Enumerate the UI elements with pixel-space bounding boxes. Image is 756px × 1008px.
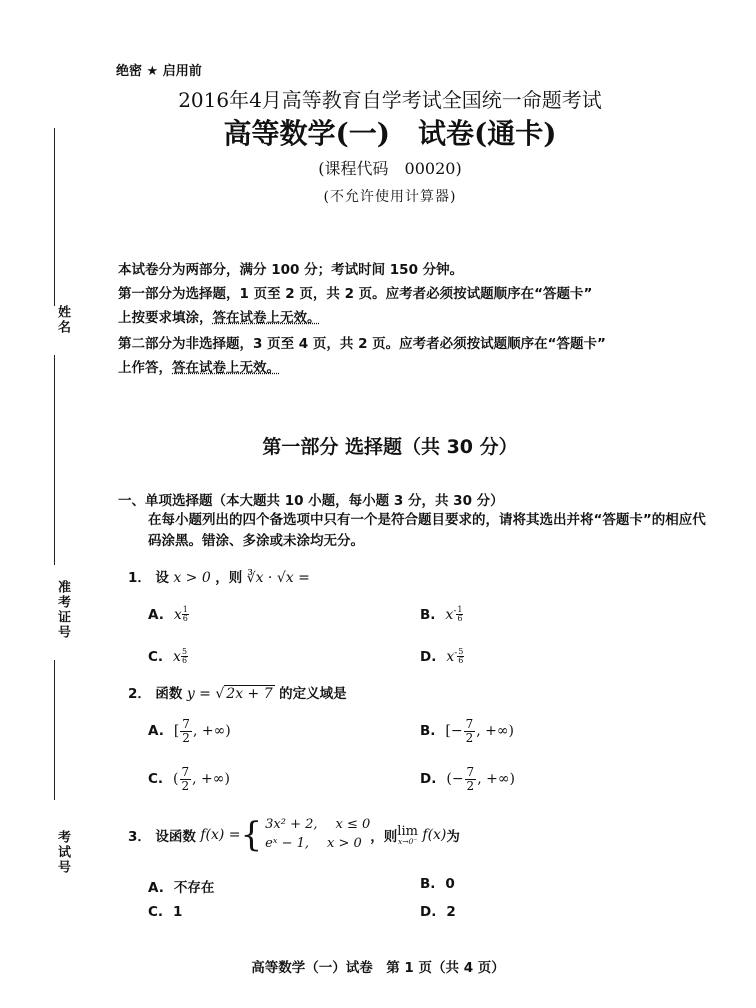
limit-word: lim — [397, 823, 418, 839]
page-footer: 高等数学（一）试卷 第 1 页（共 4 页） — [251, 960, 505, 976]
no-calculator-note: (不允许使用计算器) — [323, 189, 457, 205]
option-label: C. — [148, 904, 164, 920]
question-3-limit-fx: f(x) — [422, 826, 447, 843]
option-base: x — [173, 649, 181, 665]
piecewise-definition — [241, 816, 371, 854]
course-code: (课程代码 00020) — [318, 159, 462, 178]
frac-numerator: 7 — [181, 765, 190, 779]
interval-open: ( — [446, 771, 452, 788]
frac-denominator: 2 — [181, 778, 190, 793]
option-text: 不存在 — [173, 880, 215, 896]
question-2-lhs: y = — [186, 686, 211, 702]
option-text: 1 — [173, 904, 183, 920]
interval-sign: − — [451, 771, 464, 788]
exp-denominator: 6 — [182, 614, 188, 623]
section-heading: 一、单项选择题（本大题共 10 小题，每小题 3 分，共 30 分） — [118, 493, 504, 509]
option-exponent — [182, 606, 189, 623]
option-label: B. — [420, 607, 436, 623]
exam-id-label: 考试号 — [55, 830, 70, 875]
question-3-option-d — [420, 904, 456, 920]
interval-rest: , +∞) — [476, 723, 515, 740]
interval-rest: , +∞) — [192, 771, 230, 788]
question-2-option-c — [148, 766, 230, 792]
question-1-stem — [128, 566, 310, 586]
instruction-line-5 — [118, 360, 718, 378]
interval-fraction — [465, 766, 477, 792]
question-1-option-d — [420, 648, 464, 665]
interval-fraction — [464, 718, 476, 744]
question-3-mid: ，则 — [370, 828, 398, 845]
question-3-number: 3． — [128, 828, 151, 845]
option-text: 2 — [446, 904, 456, 920]
instruction-line-1: 本试卷分为两部分，满分 100 分；考试时间 150 分钟。 — [118, 262, 464, 278]
option-label: C. — [148, 771, 164, 788]
interval-rest: , +∞) — [192, 723, 231, 740]
subject-title: 高等数学(一) 试卷(通卡) — [223, 117, 557, 150]
question-3-option-b — [420, 876, 455, 892]
limit-subscript: x→0⁻ — [397, 836, 418, 846]
instruction-line-3b: 答在试卷上无效。 — [212, 310, 321, 326]
margin-line-mid2 — [54, 660, 55, 800]
question-1-option-b — [420, 606, 463, 623]
interval-open: [ — [173, 723, 180, 740]
interval-open: [ — [445, 723, 451, 740]
instruction-line-3a: 上按要求填涂， — [118, 310, 213, 326]
option-exponent — [457, 648, 464, 665]
instruction-line-4: 第二部分为非选择题，3 页至 4 页，共 2 页。应考者必须按试题顺序在“答题卡” — [118, 336, 606, 352]
question-1-number: 1． — [128, 570, 151, 586]
question-1-mid: ，则 — [215, 570, 243, 586]
piecewise-cases — [265, 816, 370, 854]
frac-numerator: 7 — [465, 717, 474, 731]
question-3-suffix: 为 — [446, 828, 460, 845]
question-3-fx: f(x) = — [200, 826, 241, 843]
exam-title: 2016年4月高等教育自学考试全国统一命题考试 — [178, 88, 602, 112]
frac-denominator: 2 — [465, 730, 474, 745]
option-label: D. — [420, 649, 437, 665]
question-3-option-a — [148, 876, 214, 896]
exp-sign: - — [454, 648, 458, 659]
section-description: 在每小题列出的四个备选项中只有一个是符合题目要求的，请将其选出并将“答题卡”的相应代码涂黑。错涂、多涂或未涂均无分。 — [148, 512, 706, 549]
option-label: D. — [420, 904, 437, 920]
case1-expr: 3x² + 2, — [265, 817, 318, 832]
option-base: x — [173, 607, 182, 623]
exp-denominator: 6 — [181, 656, 188, 665]
case2-cond: x > 0 — [327, 835, 362, 851]
question-2-number: 2． — [128, 686, 151, 702]
option-base: x — [446, 649, 455, 665]
question-3-stem — [128, 816, 460, 854]
question-1-expression: ∛x · √x = — [246, 570, 310, 586]
exp-numerator: 5 — [181, 647, 188, 656]
option-label: C. — [148, 649, 164, 665]
question-3-prefix: 设函数 — [155, 828, 196, 845]
instruction-line-2: 第一部分为选择题，1 页至 2 页，共 2 页。应考者必须按试题顺序在“答题卡” — [118, 286, 593, 302]
interval-open: ( — [173, 771, 179, 788]
interval-fraction — [180, 718, 192, 744]
exp-numerator: 1 — [457, 605, 463, 614]
question-2-option-b — [420, 718, 514, 744]
option-base: x — [445, 607, 454, 623]
option-text: 0 — [445, 876, 455, 892]
margin-line-top — [54, 128, 55, 306]
option-label: D. — [420, 771, 437, 788]
option-exponent — [181, 648, 188, 665]
question-3-option-c — [148, 904, 182, 920]
case2-expr: eˣ − 1, — [265, 835, 310, 851]
option-exponent — [456, 606, 463, 623]
question-2-prefix: 函数 — [155, 686, 183, 702]
question-2-radicand: 2x + 7 — [226, 686, 273, 702]
left-brace: { — [240, 814, 263, 855]
interval-rest: , +∞) — [477, 771, 515, 788]
case1-cond: x ≤ 0 — [335, 817, 371, 832]
question-2-option-a — [148, 718, 231, 744]
question-1-prefix: 设 — [155, 570, 169, 586]
frac-denominator: 2 — [466, 778, 475, 793]
frac-numerator: 7 — [182, 717, 190, 731]
margin-line-mid — [54, 355, 55, 565]
interval-sign: − — [450, 723, 463, 740]
part1-title: 第一部分 选择题（共 30 分） — [262, 436, 518, 458]
instruction-line-3 — [118, 310, 718, 328]
instruction-line-5a: 上作答， — [118, 360, 172, 376]
frac-denominator: 2 — [182, 730, 190, 745]
option-label: A. — [148, 723, 164, 740]
exp-sign: - — [453, 606, 457, 617]
question-2-suffix: 的定义域是 — [279, 686, 347, 702]
question-2-option-d — [420, 766, 515, 792]
question-2-stem: 2． 函数 y = √ 2x + 7 的定义域是 — [128, 686, 347, 702]
option-label: A. — [148, 880, 164, 896]
option-label: A. — [148, 607, 164, 623]
option-label: B. — [420, 876, 436, 892]
frac-numerator: 7 — [466, 765, 475, 779]
instruction-line-5b: 答在试卷上无效。 — [172, 360, 280, 376]
question-1-condition: x > 0 — [173, 570, 211, 586]
top-secret-note: 绝密 ★ 启用前 — [116, 64, 202, 79]
name-label: 姓名 — [55, 305, 70, 335]
exp-denominator: 6 — [458, 656, 464, 665]
question-1-option-c — [148, 648, 188, 665]
exp-numerator: 5 — [458, 647, 464, 656]
exp-denominator: 6 — [457, 614, 463, 623]
admission-id-label: 准考证号 — [55, 580, 70, 640]
option-label: B. — [420, 723, 436, 740]
exp-numerator: 1 — [182, 605, 188, 614]
question-1-option-a — [148, 606, 189, 623]
limit-operator — [397, 825, 418, 846]
interval-fraction — [180, 766, 192, 792]
